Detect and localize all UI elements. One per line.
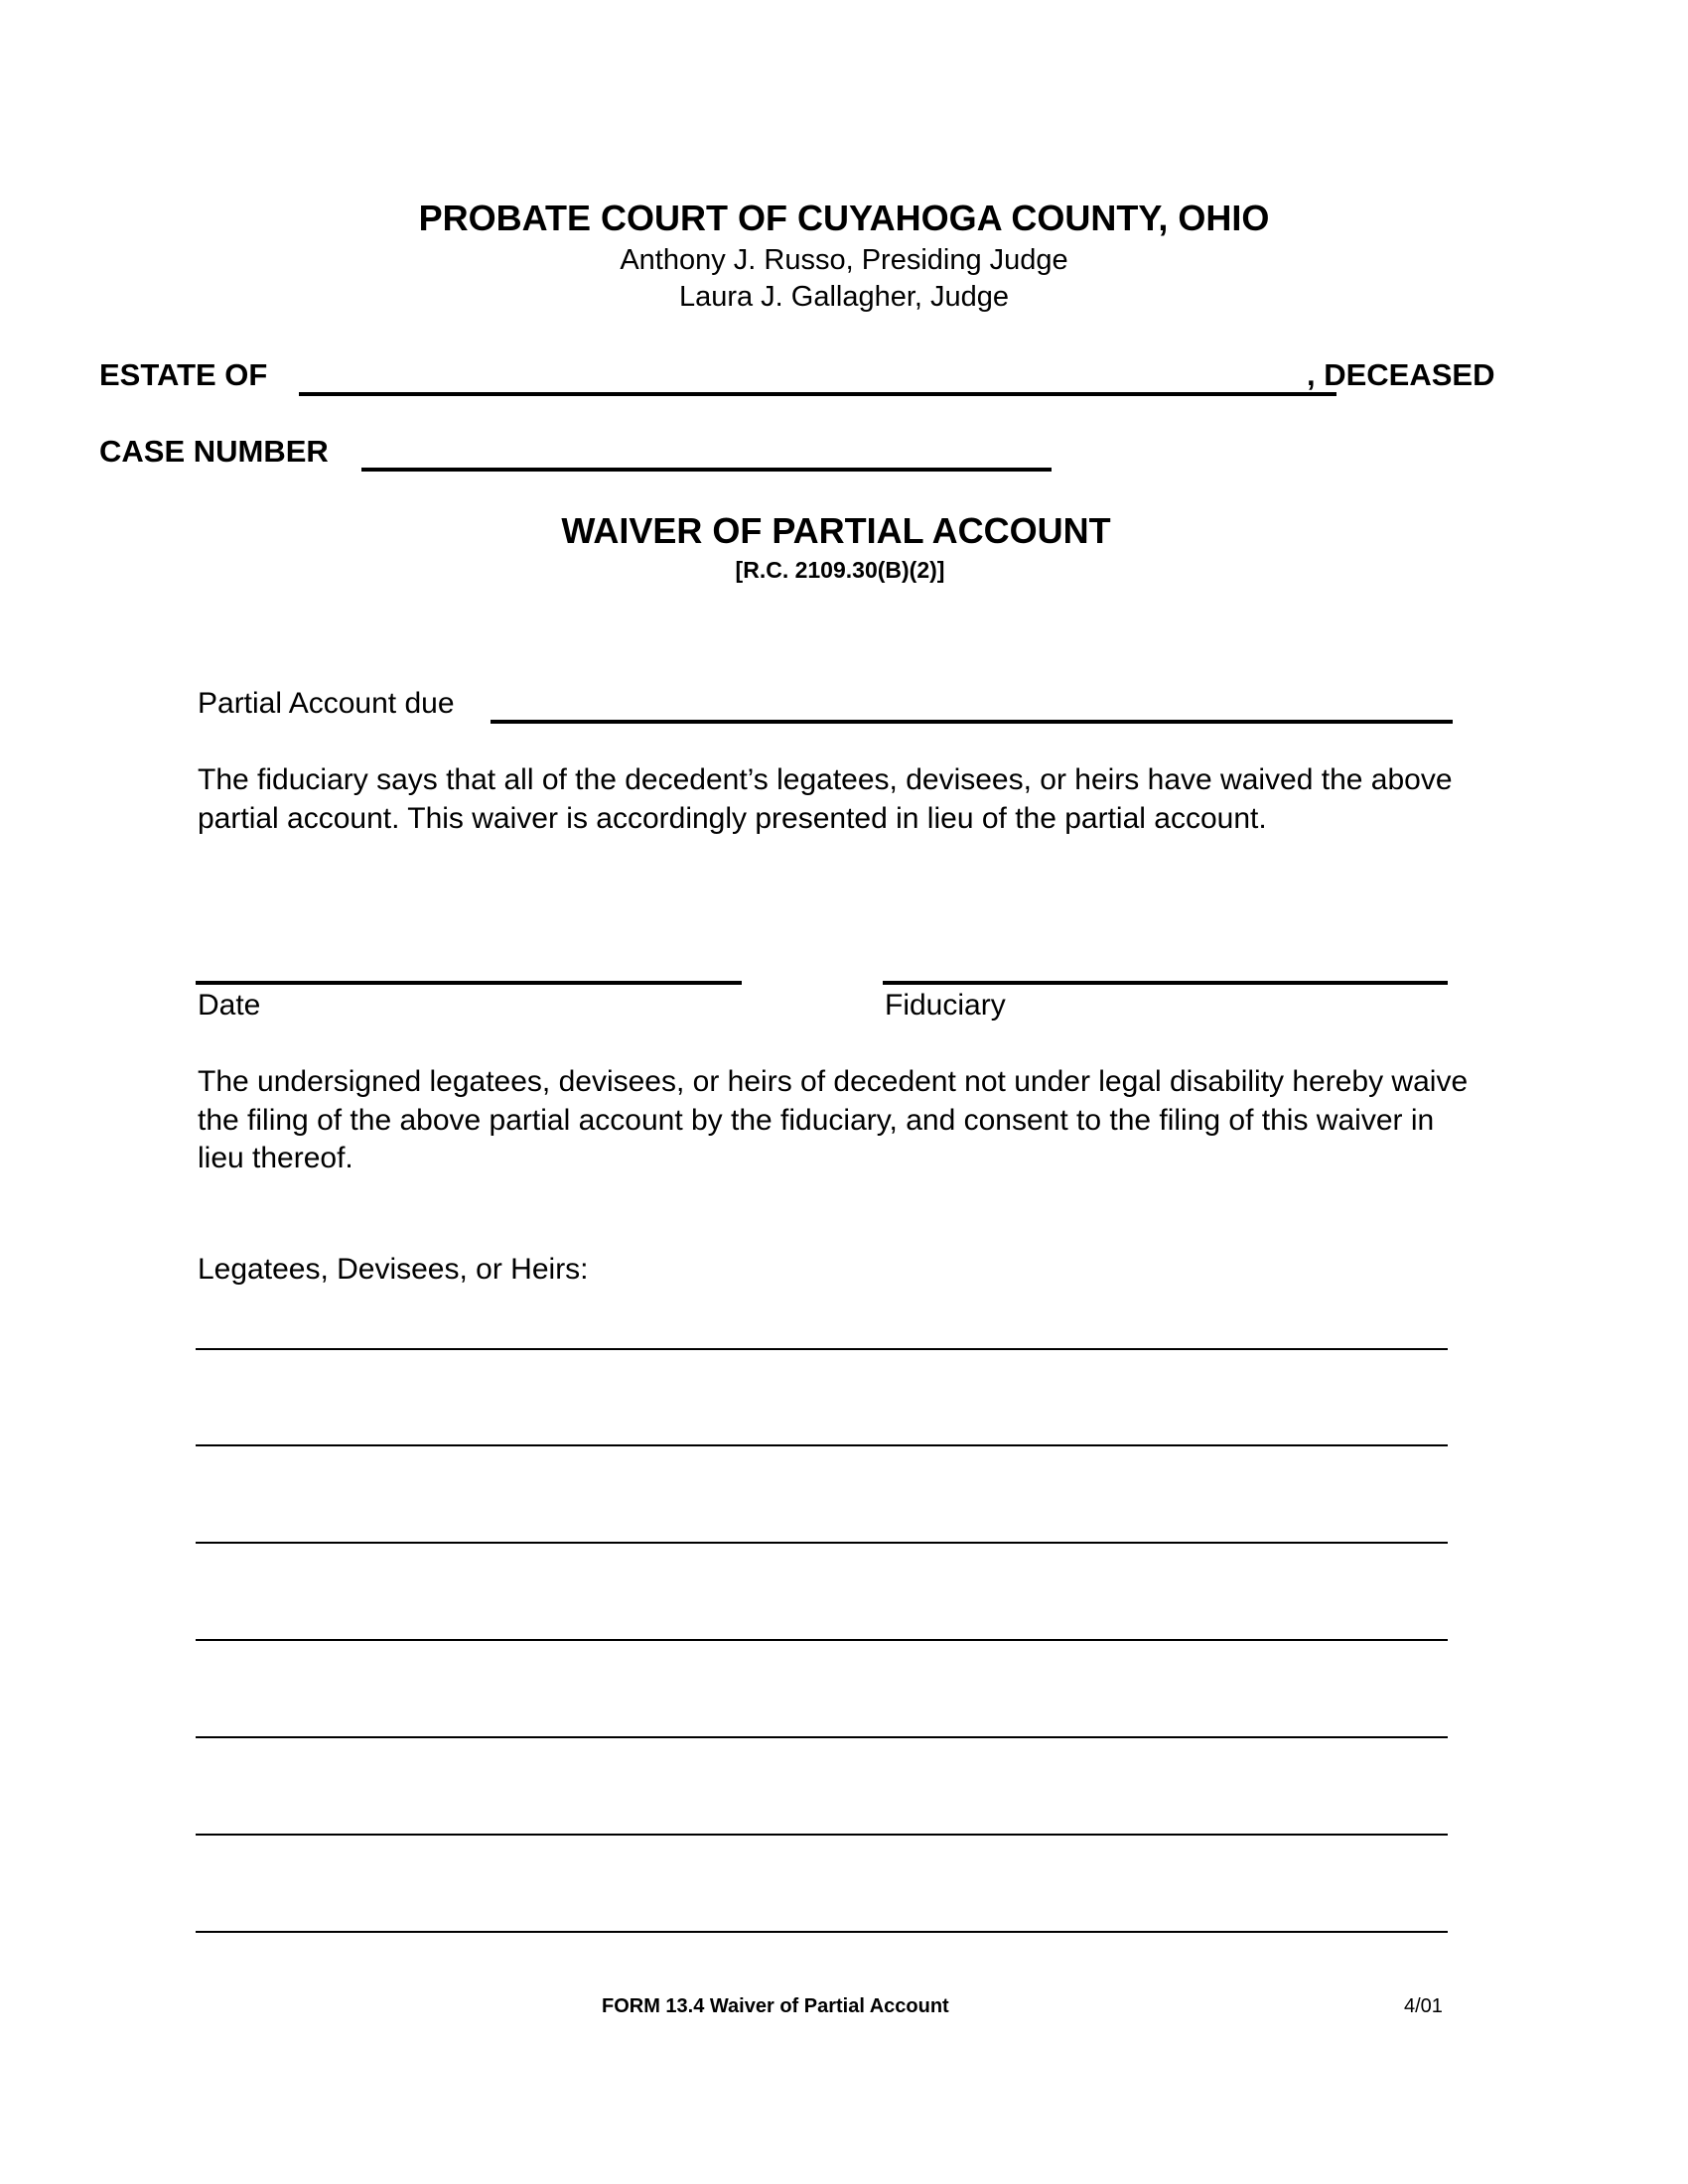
signer-line[interactable]: [196, 1348, 1448, 1350]
judge: Laura J. Gallagher, Judge: [678, 281, 1010, 313]
signers-label: Legatees, Devisees, or Heirs:: [198, 1253, 589, 1286]
estate-name-field[interactable]: [299, 357, 1332, 393]
footer-revision: 4/01: [1404, 1995, 1443, 2017]
partial-account-due-field[interactable]: [491, 687, 1449, 723]
case-number-line: [361, 468, 1052, 472]
signer-line[interactable]: [196, 1834, 1448, 1836]
footer-form-name: FORM 13.4 Waiver of Partial Account: [602, 1995, 949, 2017]
date-signature-line[interactable]: [196, 981, 742, 985]
statute-reference: [R.C. 2109.30(B)(2)]: [735, 557, 945, 583]
form-title: WAIVER OF PARTIAL ACCOUNT: [561, 510, 1111, 551]
estate-of-label: ESTATE OF: [99, 357, 268, 392]
signer-line[interactable]: [196, 1444, 1448, 1446]
date-label: Date: [198, 989, 261, 1022]
fiduciary-signature-line[interactable]: [883, 981, 1448, 985]
court-title: PROBATE COURT OF CUYAHOGA COUNTY, OHIO: [418, 198, 1270, 238]
case-number-label: CASE NUMBER: [99, 434, 329, 469]
presiding-judge: Anthony J. Russo, Presiding Judge: [620, 244, 1068, 276]
consent-statement: The undersigned legatees, devisees, or heirs of decedent not under legal disability hereby waive the filing of the above partial account by the fiduciary, and consent to the filing of this waiver in lieu thereof.: [198, 1065, 1469, 1174]
signer-line[interactable]: [196, 1542, 1448, 1544]
fiduciary-label: Fiduciary: [885, 989, 1006, 1022]
signer-line[interactable]: [196, 1931, 1448, 1933]
partial-account-due-line: [491, 720, 1453, 724]
deceased-label: , DECEASED: [1307, 357, 1495, 392]
signer-line[interactable]: [196, 1639, 1448, 1641]
case-number-field[interactable]: [361, 434, 1047, 470]
fiduciary-statement: The fiduciary says that all of the decedent’s legatees, devisees, or heirs have waived the above partial account. This waiver is accordingly presented in lieu of the partial account.: [198, 763, 1453, 835]
estate-name-line: [299, 392, 1336, 396]
signer-line[interactable]: [196, 1736, 1448, 1738]
partial-account-due-label: Partial Account due: [198, 687, 455, 720]
